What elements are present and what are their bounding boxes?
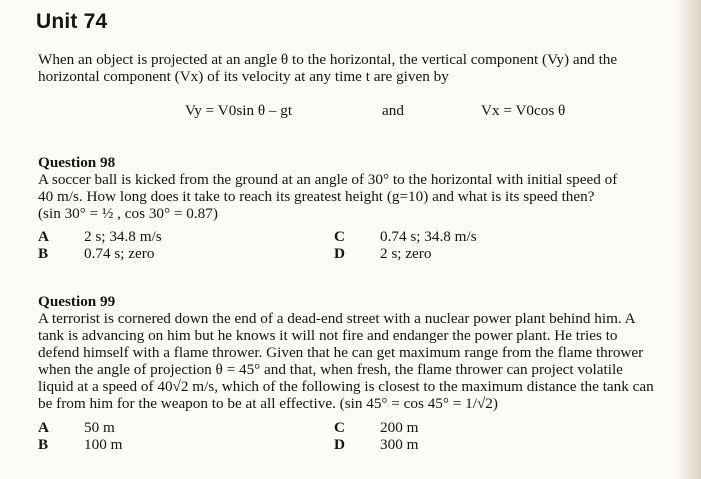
option-letter: B — [38, 245, 49, 262]
option-text: 0.74 s; 34.8 m/s — [380, 228, 477, 245]
option-letter: C — [334, 419, 345, 436]
option-text: 300 m — [380, 436, 419, 453]
q98-option-c — [334, 228, 477, 245]
question-98-line-1: A soccer ball is kicked from the ground at an angle of 30° to the horizontal with initial speed of — [38, 171, 618, 188]
option-letter: A — [38, 228, 49, 245]
q99-option-b — [38, 436, 122, 453]
question-99-line-6: be from him for the weapon to be at all effective. (sin 45° = cos 45° = 1/√2) — [38, 395, 498, 412]
option-letter: D — [334, 245, 345, 262]
q99-option-a — [38, 419, 115, 436]
question-98-line-3: (sin 30° = ½ , cos 30° = 0.87) — [38, 205, 218, 222]
question-99-line-4: when the angle of projection θ = 45° and that, when fresh, the flame thrower can project volatile — [38, 361, 623, 378]
option-letter: D — [334, 436, 345, 453]
q98-option-b — [38, 245, 154, 262]
formula-vx: Vx = V0cos θ — [481, 102, 566, 119]
option-letter: A — [38, 419, 49, 436]
q98-option-d — [334, 245, 431, 262]
question-99-line-2: tank is advancing on him but he knows it will not fire and endanger the power plant. He tries to — [38, 327, 618, 344]
option-text: 2 s; zero — [380, 245, 432, 262]
option-text: 50 m — [84, 419, 115, 436]
question-99 — [38, 293, 684, 412]
option-letter: B — [38, 436, 49, 453]
q98-option-a — [38, 228, 162, 245]
question-99-line-3: defend himself with a flame thrower. Given that he can get maximum range from the flame thrower — [38, 344, 644, 361]
intro-line-1: When an object is projected at an angle θ to the horizontal, the vertical component (Vy) and the — [38, 51, 618, 68]
q99-option-d — [334, 436, 418, 453]
question-98-line-2: 40 m/s. How long does it take to reach its greatest height (g=10) and what is its speed then? — [38, 188, 595, 205]
q99-option-c — [334, 419, 418, 436]
option-text: 200 m — [380, 419, 419, 436]
question-98 — [38, 154, 684, 222]
question-99-line-1: A terrorist is cornered down the end of a dead-end street with a nuclear power plant behind him. A — [38, 310, 636, 327]
option-letter: C — [334, 228, 345, 245]
option-text: 0.74 s; zero — [84, 245, 155, 262]
question-99-line-5: liquid at a speed of 40√2 m/s, which of the following is closest to the maximum distance the tank can — [38, 378, 654, 395]
option-text: 100 m — [84, 436, 123, 453]
option-text: 2 s; 34.8 m/s — [84, 228, 162, 245]
question-98-title: Question 98 — [38, 154, 116, 171]
question-99-title: Question 99 — [38, 293, 116, 310]
intro-line-2: horizontal component (Vx) of its velocity at any time t are given by — [38, 68, 449, 85]
unit-title: Unit 74 — [36, 10, 108, 33]
formula-and: and — [382, 102, 404, 119]
formula-vy: Vy = V0sin θ – gt — [185, 102, 293, 119]
intro-paragraph — [38, 51, 684, 85]
